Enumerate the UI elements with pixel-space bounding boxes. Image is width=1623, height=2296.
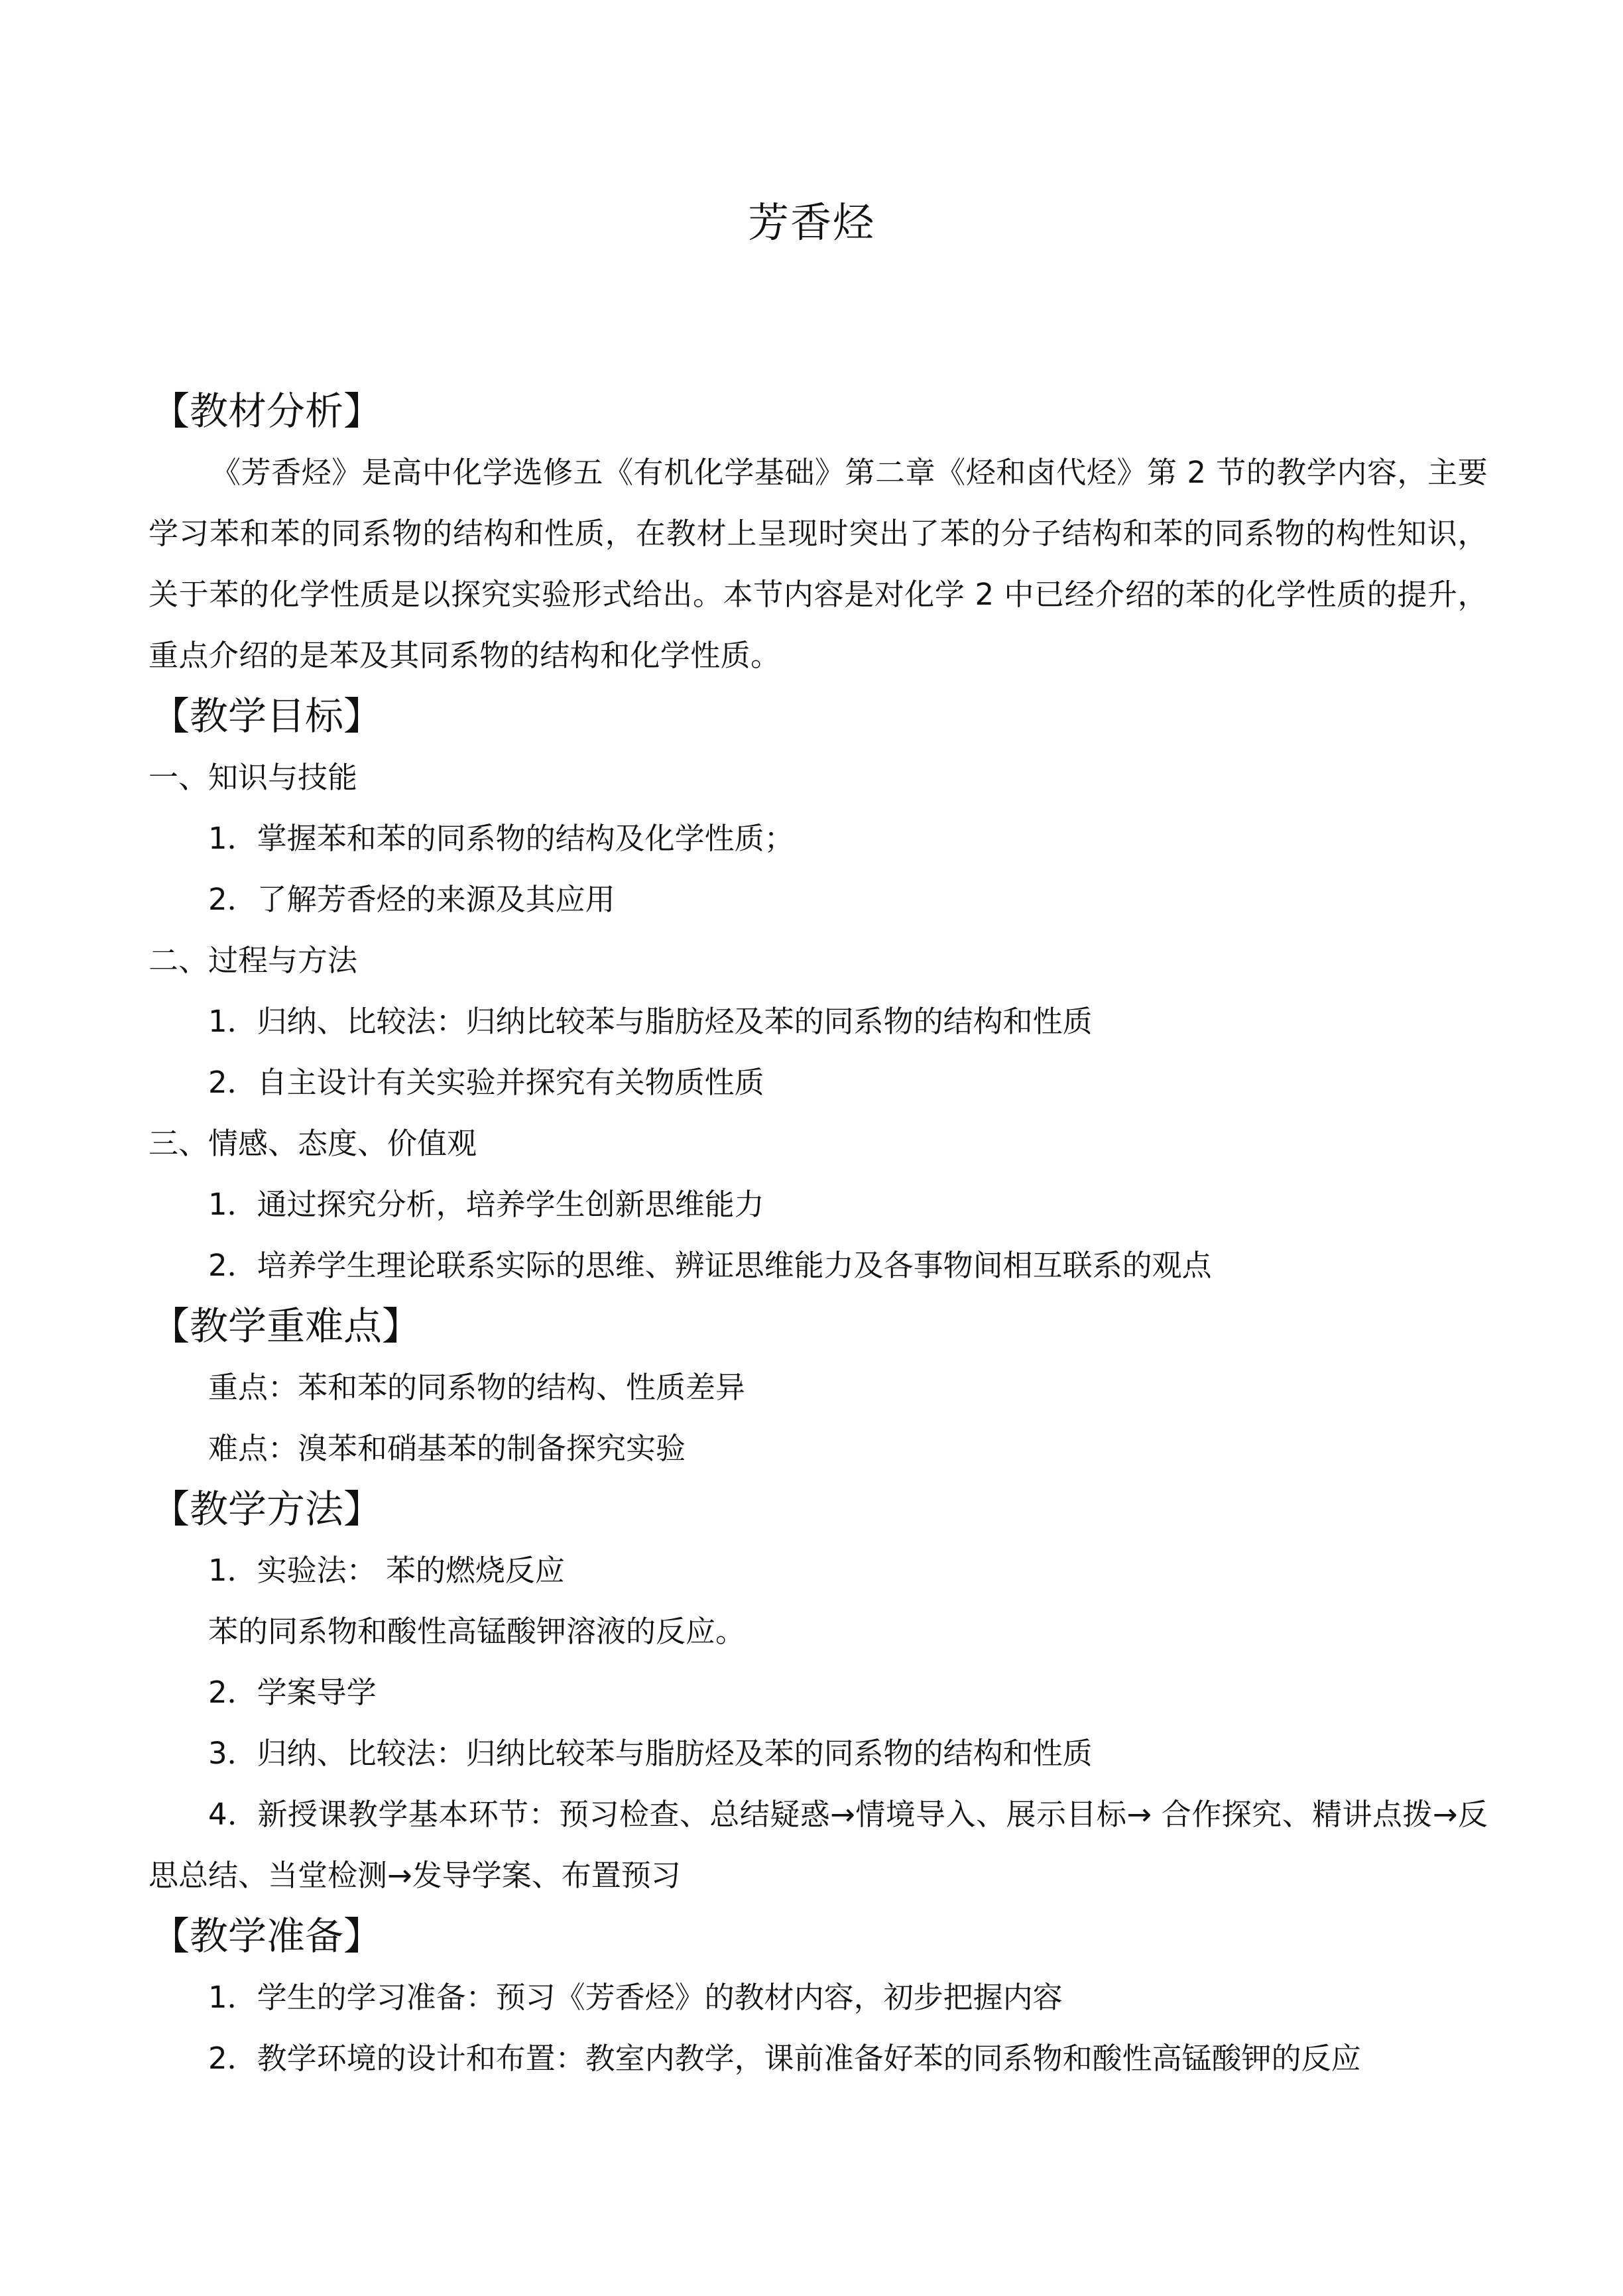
goal-item: 1．通过探究分析，培养学生创新思维能力	[208, 1187, 764, 1222]
method-item-long: 4．新授课教学基本环节：预习检查、总结疑惑→情境导入、展示目标→ 合作探究、精讲点拨→反思总结、当堂检测→发导学案、布置预习	[149, 1797, 1488, 1893]
goal-item: 2．培养学生理论联系实际的思维、辨证思维能力及各事物间相互联系的观点	[208, 1248, 1212, 1283]
subheading-knowledge-skills: 一、知识与技能	[149, 760, 358, 795]
keypoint-item: 重点：苯和苯的同系物的结构、性质差异	[208, 1370, 746, 1405]
section-heading-methods: 【教学方法】	[151, 1486, 383, 1532]
section-heading-goals: 【教学目标】	[151, 694, 383, 739]
goal-item: 2．自主设计有关实验并探究有关物质性质	[208, 1065, 764, 1100]
document-title: 芳香烃	[747, 198, 875, 247]
goal-item: 1．归纳、比较法：归纳比较苯与脂肪烃及苯的同系物的结构和性质	[208, 1004, 1093, 1039]
prep-item: 2．教学环境的设计和布置：教室内教学，课前准备好苯的同系物和酸性高锰酸钾的反应	[208, 2041, 1361, 2076]
goal-item: 2．了解芳香烃的来源及其应用	[208, 882, 615, 917]
method-item: 1．实验法： 苯的燃烧反应	[208, 1553, 565, 1588]
method-item: 2．学案导学	[208, 1675, 377, 1710]
section-heading-analysis: 【教材分析】	[151, 389, 383, 434]
document-body	[149, 381, 1488, 2089]
prep-item: 1．学生的学习准备：预习《芳香烃》的教材内容，初步把握内容	[208, 1980, 1063, 2015]
method-item: 3．归纳、比较法：归纳比较苯与脂肪烃及苯的同系物的结构和性质	[208, 1736, 1093, 1771]
section-heading-prep: 【教学准备】	[151, 1913, 383, 1959]
subheading-process-methods: 二、过程与方法	[149, 943, 358, 978]
goal-item: 1．掌握苯和苯的同系物的结构及化学性质；	[208, 821, 794, 856]
keypoint-item: 难点：溴苯和硝基苯的制备探究实验	[208, 1431, 686, 1466]
section-heading-keypoints: 【教学重难点】	[151, 1303, 421, 1349]
analysis-paragraph: 《芳香烃》是高中化学选修五《有机化学基础》第二章《烃和卤代烃》第 2 节的教学内容，主要学习苯和苯的同系物的结构和性质，在教材上呈现时突出了苯的分子结构和苯的同系物的构性知识，关于苯的化学性质是以探究实验形式给出。本节内容是对化学 2 中已经介绍的苯的化学性质的提升，重点介绍的是苯及其同系物的结构和化学性质。	[149, 455, 1488, 673]
method-item: 苯的同系物和酸性高锰酸钾溶液的反应。	[208, 1614, 746, 1649]
subheading-attitude-values: 三、情感、态度、价值观	[149, 1126, 477, 1161]
